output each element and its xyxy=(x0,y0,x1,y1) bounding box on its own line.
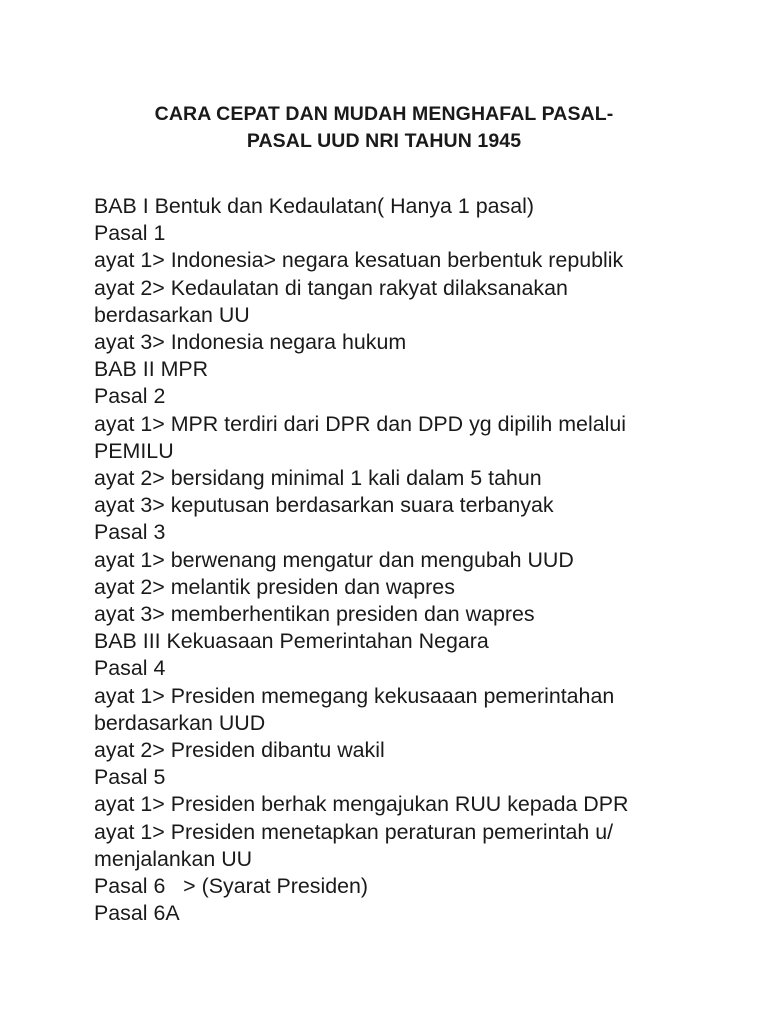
ayat-line: ayat 2> Kedaulatan di tangan rakyat dilaksanakan xyxy=(94,275,568,300)
pasal-heading: Pasal 2 xyxy=(94,384,166,409)
pasal-heading: Pasal 6 > (Syarat Presiden) xyxy=(94,874,369,899)
ayat-line: ayat 3> memberhentikan presiden dan wapres xyxy=(94,602,535,627)
ayat-line: ayat 2> Presiden dibantu wakil xyxy=(94,738,385,763)
title-line-1: CARA CEPAT DAN MUDAH MENGHAFAL PASAL- xyxy=(154,103,614,125)
ayat-line: ayat 2> bersidang minimal 1 kali dalam 5 tahun xyxy=(94,466,542,491)
bab-heading: BAB III Kekuasaan Pemerintahan Negara xyxy=(94,629,489,654)
pasal-heading: Pasal 5 xyxy=(94,765,166,790)
ayat-line: ayat 1> Presiden memegang kekusaaan pemerintahan xyxy=(94,683,615,708)
bab-heading: BAB II MPR xyxy=(94,357,209,382)
ayat-line-continuation: berdasarkan UUD xyxy=(94,710,266,735)
document-body xyxy=(94,193,744,927)
pasal-heading: Pasal 1 xyxy=(94,221,166,246)
ayat-line: ayat 1> berwenang mengatur dan mengubah UUD xyxy=(94,547,574,572)
ayat-line: ayat 1> MPR terdiri dari DPR dan DPD yg dipilih melalui xyxy=(94,411,627,436)
ayat-line: ayat 3> keputusan berdasarkan suara terbanyak xyxy=(94,493,554,518)
ayat-line-continuation: PEMILU xyxy=(94,438,174,463)
bab-heading: BAB I Bentuk dan Kedaulatan( Hanya 1 pasal) xyxy=(94,194,534,218)
pasal-heading: Pasal 3 xyxy=(94,520,166,545)
document-title xyxy=(0,101,768,155)
pasal-heading: Pasal 4 xyxy=(94,656,166,681)
ayat-line: ayat 1> Indonesia> negara kesatuan berbentuk republik xyxy=(94,248,624,273)
ayat-line-continuation: berdasarkan UU xyxy=(94,302,250,327)
ayat-line: ayat 1> Presiden berhak mengajukan RUU kepada DPR xyxy=(94,792,629,817)
pasal-heading: Pasal 6A xyxy=(94,901,180,926)
ayat-line-continuation: menjalankan UU xyxy=(94,846,253,871)
ayat-line: ayat 3> Indonesia negara hukum xyxy=(94,330,407,355)
title-line-2: PASAL UUD NRI TAHUN 1945 xyxy=(246,130,522,152)
ayat-line: ayat 2> melantik presiden dan wapres xyxy=(94,574,455,599)
ayat-line: ayat 1> Presiden menetapkan peraturan pemerintah u/ xyxy=(94,819,614,844)
